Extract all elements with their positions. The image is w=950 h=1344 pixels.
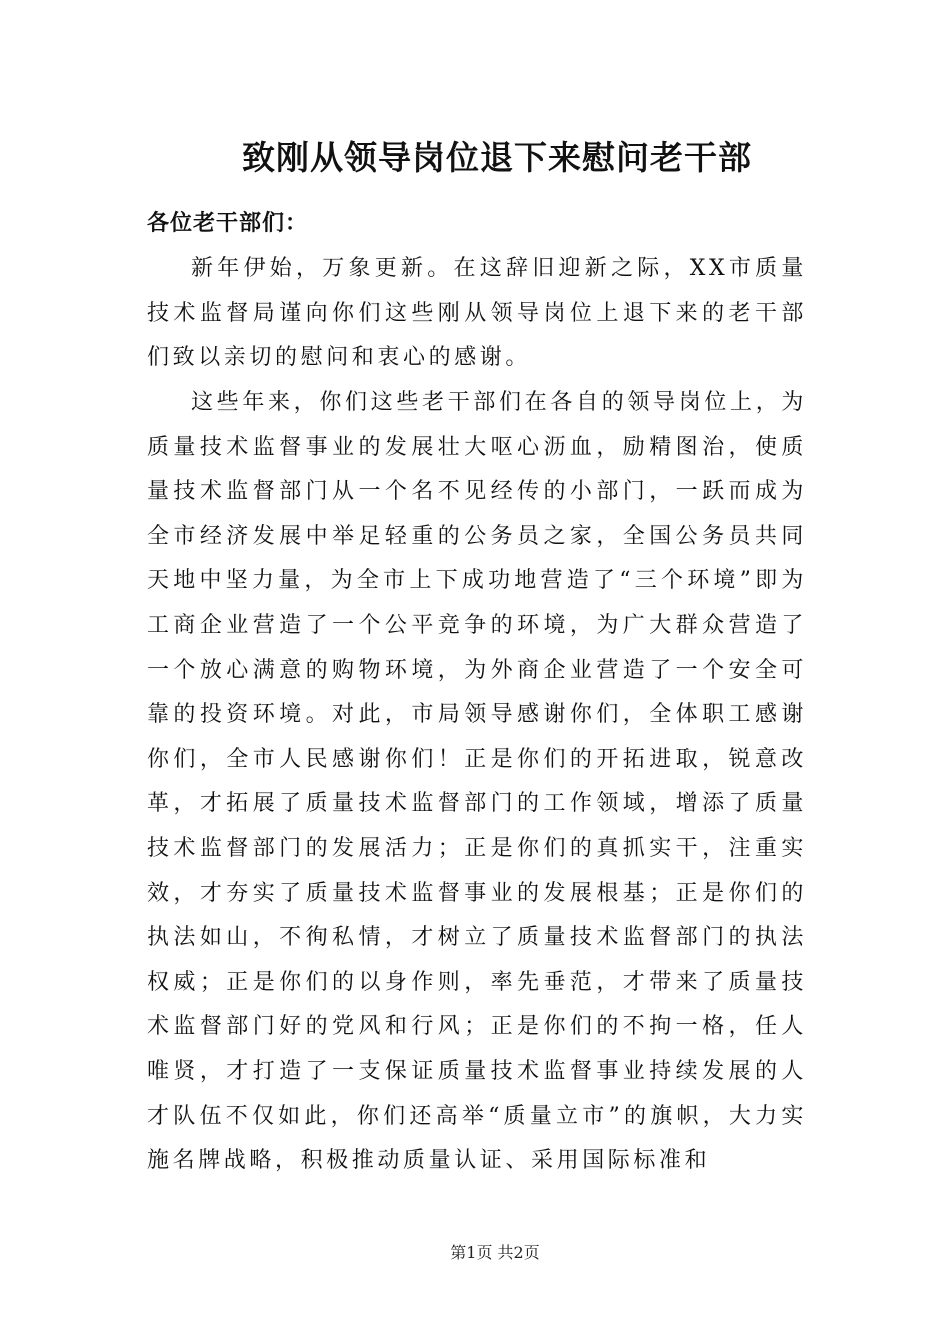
page-number-footer: 第1页 共2页 [450,1243,540,1262]
salutation: 各位老干部们： [147,210,309,236]
document-title: 致刚从领导岗位退下来慰问老干部 [242,138,752,177]
paragraph-1: 新年伊始，万象更新。在这辞旧迎新之际，XX市质量技术监督局谨向你们这些刚从领导岗位上退下来的老干部们致以亲切的慰问和衷心的感谢。 [147,256,807,371]
paragraph-2: 这些年来，你们这些老干部们在各自的领导岗位上，为质量技术监督事业的发展壮大呕心沥血，励精图治，使质量技术监督部门从一个名不见经传的小部门，一跃而成为全市经济发展中举足轻重的公务员之家，全国公务员共同天地中坚力量，为全市上下成功地营造了“三个环境”即为工商企业营造了一个公平竞争的环境，为广大群众营造了一个放心满意的购物环境，为外商企业营造了一个安全可靠的投资环境。对此，市局领导感谢你们，全体职工感谢你们，全市人民感谢你们！正是你们的开拓进取，锐意改革，才拓展了质量技术监督部门的工作领域，增添了质量技术监督部门的发展活力；正是你们的真抓实干，注重实效，才夯实了质量技术监督事业的发展根基；正是你们的执法如山，不徇私情，才树立了质量技术监督部门的执法权威；正是你们的以身作则，率先垂范，才带来了质量技术监督部门好的党风和行风；正是你们的不拘一格，任人唯贤，才打造了一支保证质量技术监督事业持续发展的人才队伍不仅如此，你们还高举“质量立市”的旗帜，大力实施名牌战略，积极推动质量认证、采用国际标准和 [147,390,807,1174]
